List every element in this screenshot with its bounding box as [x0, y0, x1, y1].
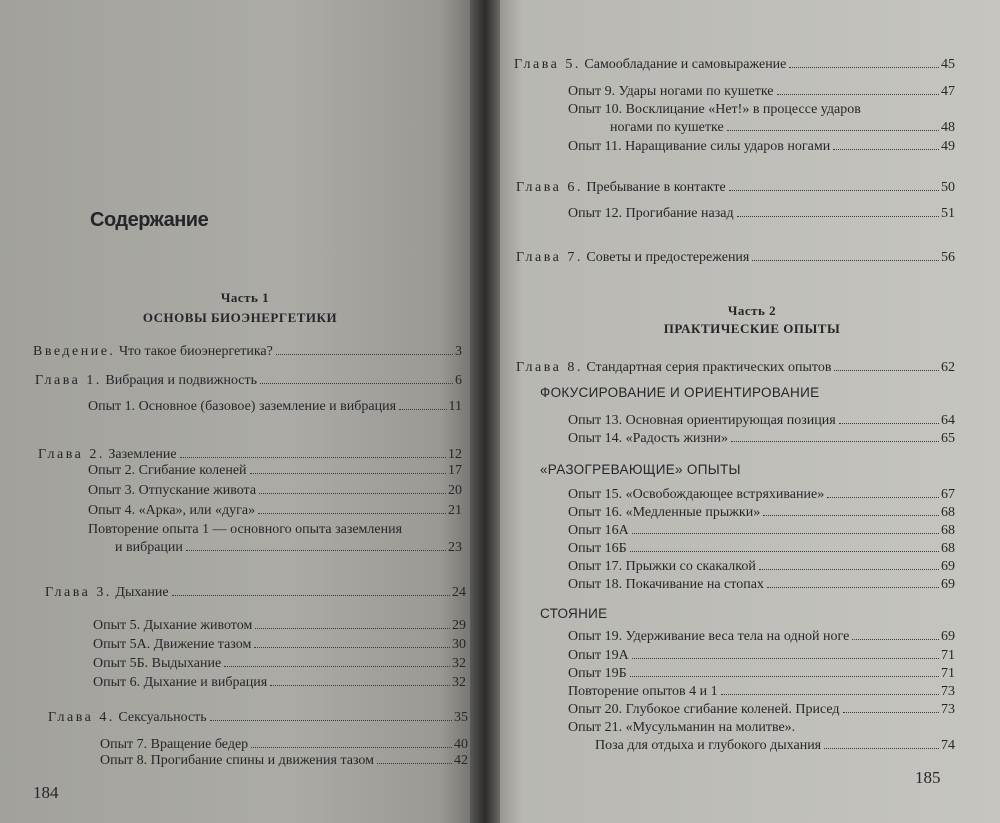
toc-page-number: 24: [452, 585, 466, 600]
toc-entry-title: Опыт 5. Дыхание животом: [93, 618, 253, 633]
toc-page-number: 62: [941, 360, 955, 375]
dot-leader: [186, 550, 446, 551]
toc-entry-label: [514, 57, 786, 73]
dot-leader: [824, 748, 939, 749]
toc-entry-label: [610, 120, 724, 136]
dot-leader: [759, 569, 939, 570]
part-1-label: Часть 1: [220, 290, 270, 305]
toc-entry[interactable]: [33, 344, 462, 360]
toc-page-number: 49: [941, 139, 955, 154]
toc-entry[interactable]: [93, 618, 466, 634]
toc-entry-title: Опыт 12. Прогибание назад: [568, 206, 734, 221]
dot-leader: [250, 473, 446, 474]
toc-entry-title: Опыт 10. Восклицание «Нет!» в процессе ударов: [568, 102, 861, 117]
dot-leader: [254, 647, 450, 648]
toc-entry-label: [93, 618, 252, 634]
toc-page-number: 74: [941, 738, 955, 753]
toc-page-number: 73: [941, 702, 955, 717]
toc-page-number: 47: [941, 84, 955, 99]
toc-page-number: 20: [448, 483, 462, 498]
toc-entry[interactable]: [568, 666, 955, 682]
toc-entry-label: [568, 139, 830, 155]
toc-entry[interactable]: [35, 373, 462, 389]
toc-page-number: 23: [448, 540, 462, 555]
toc-entry-title: Стандартная серия практических опытов: [586, 360, 832, 375]
toc-entry-title: Опыт 18. Покачивание на стопах: [568, 577, 764, 592]
dot-leader: [767, 587, 939, 588]
part-2-label: Часть 2: [727, 303, 777, 318]
toc-entry[interactable]: [568, 702, 955, 718]
toc-entry[interactable]: [568, 84, 955, 100]
toc-entry-title: Опыт 17. Прыжки со скакалкой: [568, 559, 756, 574]
toc-entry-label: [93, 656, 221, 672]
toc-entry[interactable]: [595, 738, 955, 754]
toc-entry[interactable]: [516, 180, 955, 196]
toc-entry-title: [88, 522, 402, 538]
toc-entry-prefix: Глава 2.: [38, 447, 105, 462]
toc-page-number: 50: [941, 180, 955, 195]
toc-entry-label: [568, 206, 734, 222]
dot-leader: [630, 551, 939, 552]
toc-entry-title: [568, 720, 795, 736]
toc-page-number: 69: [941, 577, 955, 592]
toc-entry[interactable]: [516, 250, 955, 266]
toc-entry[interactable]: [88, 399, 462, 415]
toc-entry-label: [100, 737, 248, 753]
toc-page-number: 35: [454, 710, 468, 725]
toc-entry-prefix: Глава 6.: [516, 180, 583, 195]
toc-entry-label: [568, 684, 718, 700]
dot-leader: [630, 676, 939, 677]
dot-leader: [632, 533, 939, 534]
toc-page-number: 48: [941, 120, 955, 135]
toc-entry[interactable]: [568, 559, 955, 575]
toc-entry[interactable]: [568, 629, 955, 645]
toc-entry-title: Опыт 20. Глубокое сгибание коленей. Присед: [568, 702, 840, 717]
toc-page-number: 30: [452, 637, 466, 652]
toc-entry-prefix: Введение.: [33, 344, 116, 359]
left-page: [0, 0, 478, 823]
toc-entry-title: Дыхание: [115, 585, 169, 600]
dot-leader: [843, 712, 940, 713]
dot-leader: [752, 260, 939, 261]
toc-entry-label: [568, 523, 629, 539]
toc-entry-title: [568, 102, 861, 118]
toc-entry[interactable]: [93, 656, 466, 672]
toc-entry-label: [100, 753, 374, 769]
toc-entry-label: [35, 373, 257, 389]
toc-entry[interactable]: [568, 139, 955, 155]
toc-entry-title: Опыт 16А: [568, 523, 629, 538]
toc-page-number: 45: [941, 57, 955, 72]
book-spine: [470, 0, 500, 823]
toc-entry[interactable]: [93, 637, 466, 653]
dot-leader: [255, 628, 450, 629]
toc-entry-label: [45, 585, 169, 601]
toc-entry[interactable]: [93, 675, 466, 691]
toc-page-number: 40: [454, 737, 468, 752]
toc-entry-title: Опыт 6. Дыхание и вибрация: [93, 675, 268, 690]
dot-leader: [737, 216, 939, 217]
toc-page-number: 69: [941, 629, 955, 644]
toc-page-number: 68: [941, 505, 955, 520]
toc-entry-prefix: Глава 7.: [516, 250, 583, 265]
toc-entry-label: [568, 431, 728, 447]
toc-entry-label: [595, 738, 821, 754]
toc-entry-title: Опыт 19. Удерживание веса тела на одной ноге: [568, 629, 850, 644]
toc-entry-title: Что такое биоэнергетика?: [118, 344, 273, 359]
toc-entry-title: Опыт 19Б: [568, 666, 627, 681]
toc-entry[interactable]: [88, 503, 462, 519]
dot-leader: [276, 354, 453, 355]
toc-entry-label: [568, 505, 760, 521]
toc-entry-label: [568, 702, 840, 718]
toc-entry-title: Самообладание и самовыражение: [584, 57, 787, 72]
toc-entry[interactable]: [100, 753, 468, 769]
contents-heading: Содержание: [90, 209, 209, 231]
toc-entry-title: Опыт 16. «Медленные прыжки»: [568, 505, 761, 520]
dot-leader: [172, 595, 450, 596]
toc-entry-title: Опыт 3. Отпускание живота: [88, 483, 257, 498]
toc-page-number: 71: [941, 648, 955, 663]
dot-leader: [777, 94, 940, 95]
dot-leader: [224, 666, 450, 667]
toc-entry-title: Опыт 5Б. Выдыхание: [93, 656, 222, 671]
toc-entry-label: [568, 541, 627, 557]
toc-entry[interactable]: [568, 487, 955, 503]
dot-leader: [834, 370, 939, 371]
toc-page-number: 11: [448, 399, 462, 414]
toc-entry-label: [516, 180, 726, 196]
toc-entry[interactable]: [115, 540, 462, 556]
toc-entry-label: [93, 637, 251, 653]
toc-entry-title: Опыт 19А: [568, 648, 629, 663]
toc-entry[interactable]: [48, 710, 468, 726]
toc-page-number: 3: [455, 344, 462, 359]
toc-entry-label: [568, 666, 627, 682]
dot-leader: [827, 497, 939, 498]
toc-entry-label: [38, 447, 177, 463]
toc-entry-title: Повторение опытов 4 и 1: [568, 684, 718, 699]
toc-entry-prefix: Глава 5.: [514, 57, 581, 72]
toc-page-number: 65: [941, 431, 955, 446]
toc-entry-label: [88, 399, 396, 415]
toc-entry[interactable]: [45, 585, 466, 601]
toc-entry-title: Заземление: [108, 447, 177, 462]
toc-entry-title: Опыт 11. Наращивание силы ударов ногами: [568, 139, 831, 154]
toc-entry-title: Опыт 14. «Радость жизни»: [568, 431, 728, 446]
toc-entry[interactable]: [568, 648, 955, 664]
toc-entry[interactable]: [38, 447, 462, 463]
dot-leader: [377, 763, 452, 764]
page-number: 185: [915, 768, 941, 787]
toc-entry[interactable]: [568, 413, 955, 429]
toc-page-number: 12: [448, 447, 462, 462]
dot-leader: [258, 513, 446, 514]
toc-entry-title: Сексуальность: [118, 710, 207, 725]
dot-leader: [180, 457, 446, 458]
toc-entry[interactable]: [88, 463, 462, 479]
toc-entry[interactable]: [88, 483, 462, 499]
toc-entry-label: [48, 710, 207, 726]
toc-entry-label: [93, 675, 267, 691]
toc-entry-prefix: Глава 1.: [35, 373, 102, 388]
section-heading: СТОЯНИЕ: [540, 606, 608, 621]
toc-entry[interactable]: [516, 360, 955, 376]
toc-entry-label: [88, 503, 255, 519]
toc-entry-label: [115, 540, 183, 556]
toc-entry-label: [88, 483, 256, 499]
toc-entry-title: Опыт 8. Прогибание спины и движения тазом: [100, 753, 374, 768]
toc-entry-title: Вибрация и подвижность: [105, 373, 258, 388]
toc-page-number: 69: [941, 559, 955, 574]
toc-entry[interactable]: [568, 431, 955, 447]
toc-entry-title: Опыт 21. «Мусульманин на молитве».: [568, 720, 796, 735]
dot-leader: [727, 130, 939, 131]
toc-page-number: 29: [452, 618, 466, 633]
section-heading: ФОКУСИРОВАНИЕ И ОРИЕНТИРОВАНИЕ: [540, 385, 820, 400]
toc-entry-title: Опыт 1. Основное (базовое) заземление и вибрация: [88, 399, 397, 414]
part-2-title: ПРАКТИЧЕСКИЕ ОПЫТЫ: [663, 321, 841, 336]
dot-leader: [852, 639, 939, 640]
dot-leader: [833, 149, 939, 150]
section-heading: «РАЗОГРЕВАЮЩИЕ» ОПЫТЫ: [540, 462, 741, 477]
dot-leader: [251, 747, 452, 748]
toc-entry-label: [568, 84, 774, 100]
toc-entry-label: [568, 559, 756, 575]
toc-entry-title: Опыт 15. «Освобождающее встряхивание»: [568, 487, 825, 502]
toc-entry[interactable]: [568, 684, 955, 700]
toc-entry-label: [568, 648, 629, 664]
dot-leader: [763, 515, 939, 516]
toc-entry-label: [568, 629, 849, 645]
dot-leader: [731, 441, 939, 442]
toc-entry-title: Опыт 7. Вращение бедер: [100, 737, 249, 752]
toc-entry-title: Опыт 13. Основная ориентирующая позиция: [568, 413, 836, 428]
toc-entry-label: [516, 250, 749, 266]
toc-page-number: 56: [941, 250, 955, 265]
toc-page-number: 51: [941, 206, 955, 221]
toc-entry-title: Опыт 5А. Движение тазом: [93, 637, 252, 652]
toc-entry[interactable]: [568, 505, 955, 521]
toc-entry-prefix: Глава 8.: [516, 360, 583, 375]
toc-entry-title: Опыт 9. Удары ногами по кушетке: [568, 84, 774, 99]
dot-leader: [260, 383, 453, 384]
toc-page-number: 68: [941, 541, 955, 556]
toc-page-number: 42: [454, 753, 468, 768]
toc-page-number: 73: [941, 684, 955, 699]
toc-entry-title: Поза для отдыха и глубокого дыхания: [595, 738, 822, 753]
dot-leader: [632, 658, 939, 659]
page-number: 184: [33, 783, 59, 802]
toc-entry[interactable]: [568, 206, 955, 222]
toc-entry-label: [33, 344, 273, 360]
dot-leader: [399, 409, 446, 410]
toc-page-number: 32: [452, 656, 466, 671]
toc-entry[interactable]: [568, 541, 955, 557]
dot-leader: [270, 685, 450, 686]
toc-entry[interactable]: [100, 737, 468, 753]
dot-leader: [729, 190, 939, 191]
right-page: [492, 0, 1000, 823]
toc-entry[interactable]: [514, 57, 955, 73]
toc-entry-label: [568, 413, 836, 429]
toc-entry-title: Повторение опыта 1 — основного опыта заземления: [88, 522, 403, 537]
toc-entry-prefix: Глава 4.: [48, 710, 115, 725]
toc-entry-title: ногами по кушетке: [610, 120, 724, 135]
toc-entry[interactable]: [568, 577, 955, 593]
toc-page-number: 21: [448, 503, 462, 518]
toc-entry[interactable]: [610, 120, 955, 136]
dot-leader: [210, 720, 452, 721]
toc-entry-title: Опыт 2. Сгибание коленей: [88, 463, 247, 478]
toc-entry-title: Советы и предостережения: [586, 250, 750, 265]
toc-entry-title: Пребывание в контакте: [586, 180, 726, 195]
toc-page-number: 32: [452, 675, 466, 690]
toc-entry-label: [516, 360, 831, 376]
toc-entry-label: [88, 463, 247, 479]
toc-entry-prefix: Глава 3.: [45, 585, 112, 600]
toc-page-number: 68: [941, 523, 955, 538]
toc-entry-label: [568, 487, 824, 503]
toc-page-number: 71: [941, 666, 955, 681]
dot-leader: [259, 493, 446, 494]
part-1-title: ОСНОВЫ БИОЭНЕРГЕТИКИ: [142, 310, 338, 325]
toc-page-number: 67: [941, 487, 955, 502]
toc-entry-label: [568, 577, 764, 593]
toc-page-number: 6: [455, 373, 462, 388]
dot-leader: [721, 694, 939, 695]
dot-leader: [789, 67, 939, 68]
toc-entry-title: Опыт 16Б: [568, 541, 627, 556]
toc-entry-title: и вибрации: [115, 540, 183, 555]
dot-leader: [839, 423, 939, 424]
toc-entry[interactable]: [568, 523, 955, 539]
toc-entry-title: Опыт 4. «Арка», или «дуга»: [88, 503, 256, 518]
toc-page-number: 64: [941, 413, 955, 428]
toc-page-number: 17: [448, 463, 462, 478]
